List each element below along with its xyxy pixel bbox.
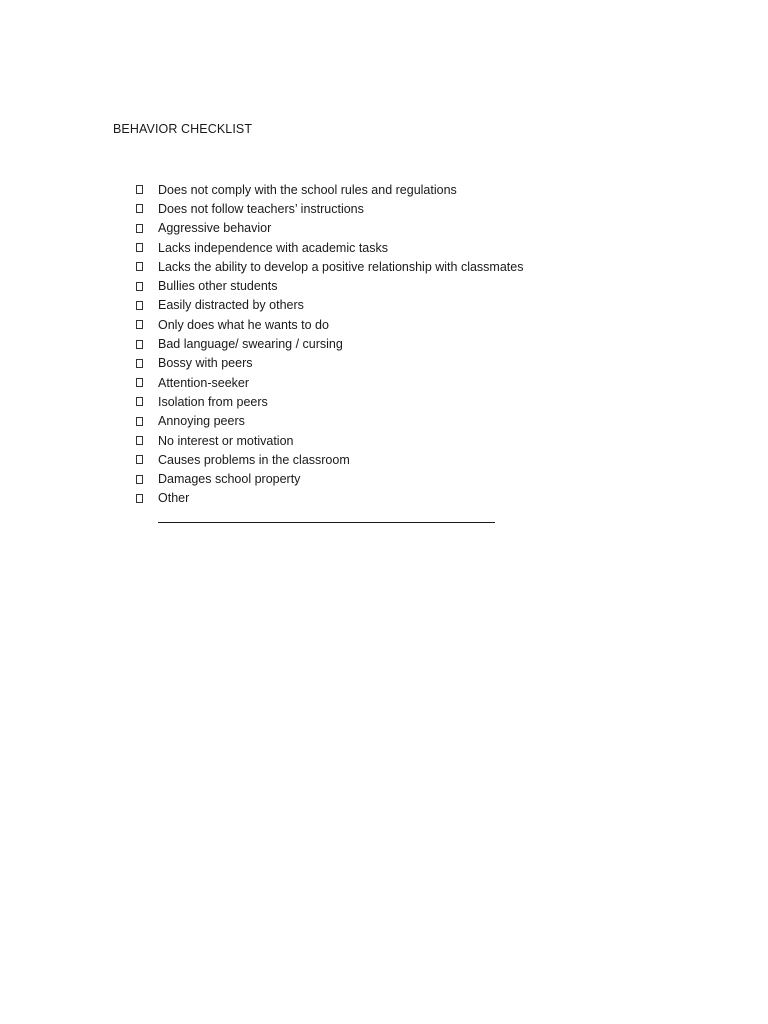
checkbox-icon[interactable] <box>136 204 143 213</box>
checklist-item-label: Isolation from peers <box>158 394 268 409</box>
checklist-item-label: Lacks independence with academic tasks <box>158 240 388 255</box>
checklist-item[interactable] <box>135 199 523 218</box>
checkbox-icon[interactable] <box>136 185 143 194</box>
checklist-item-label: Easily distracted by others <box>158 298 304 313</box>
checkbox-icon[interactable] <box>136 475 143 484</box>
other-write-in-line[interactable] <box>158 522 495 523</box>
checklist-item-label: No interest or motivation <box>158 433 294 448</box>
checklist-item-label: Does not follow teachers’ instructions <box>158 201 364 216</box>
checklist-item[interactable] <box>135 373 523 392</box>
checklist-item-label: Only does what he wants to do <box>158 317 329 332</box>
checkbox-icon[interactable] <box>136 378 143 387</box>
checklist-item-label: Bad language/ swearing / cursing <box>158 337 343 352</box>
checkbox-icon[interactable] <box>136 397 143 406</box>
checklist-item-label: Other <box>158 491 190 506</box>
checklist-item[interactable] <box>135 431 523 450</box>
checklist-item[interactable] <box>135 238 523 257</box>
checkbox-icon[interactable] <box>136 282 143 291</box>
checklist-item-label: Attention-seeker <box>158 375 250 390</box>
checklist-item-label: Causes problems in the classroom <box>158 452 350 467</box>
checklist-item-label: Annoying peers <box>158 414 245 429</box>
checkbox-icon[interactable] <box>136 320 143 329</box>
checklist-item[interactable] <box>135 412 523 431</box>
checkbox-icon[interactable] <box>136 262 143 271</box>
checklist-item[interactable] <box>135 296 523 315</box>
checklist-item[interactable] <box>135 219 523 238</box>
checkbox-icon[interactable] <box>136 301 143 310</box>
checkbox-icon[interactable] <box>136 436 143 445</box>
checklist-item-label: Lacks the ability to develop a positive relationship with classmates <box>158 259 524 274</box>
checklist-item-label: Does not comply with the school rules and regulations <box>158 182 457 197</box>
checklist-item-label: Bullies other students <box>158 279 278 294</box>
document-title: BEHAVIOR CHECKLIST <box>113 122 253 136</box>
checklist-item[interactable] <box>135 450 523 469</box>
checklist-item[interactable] <box>135 276 523 295</box>
checkbox-icon[interactable] <box>136 224 143 233</box>
checklist-item[interactable] <box>135 315 523 334</box>
checklist-item[interactable] <box>135 354 523 373</box>
checklist-item[interactable] <box>135 180 523 199</box>
checklist-item[interactable] <box>135 334 523 353</box>
checkbox-icon[interactable] <box>136 455 143 464</box>
checkbox-icon[interactable] <box>136 340 143 349</box>
checklist-item[interactable] <box>135 257 523 276</box>
checklist-item-label: Bossy with peers <box>158 356 253 371</box>
behavior-checklist <box>135 180 523 508</box>
checkbox-icon[interactable] <box>136 417 143 426</box>
checklist-item-label: Damages school property <box>158 472 301 487</box>
checklist-item-other[interactable] <box>135 489 523 508</box>
checkbox-icon[interactable] <box>136 243 143 252</box>
checklist-item[interactable] <box>135 469 523 488</box>
checklist-item-label: Aggressive behavior <box>158 221 272 236</box>
checkbox-icon[interactable] <box>136 494 143 503</box>
checkbox-icon[interactable] <box>136 359 143 368</box>
checklist-item[interactable] <box>135 392 523 411</box>
